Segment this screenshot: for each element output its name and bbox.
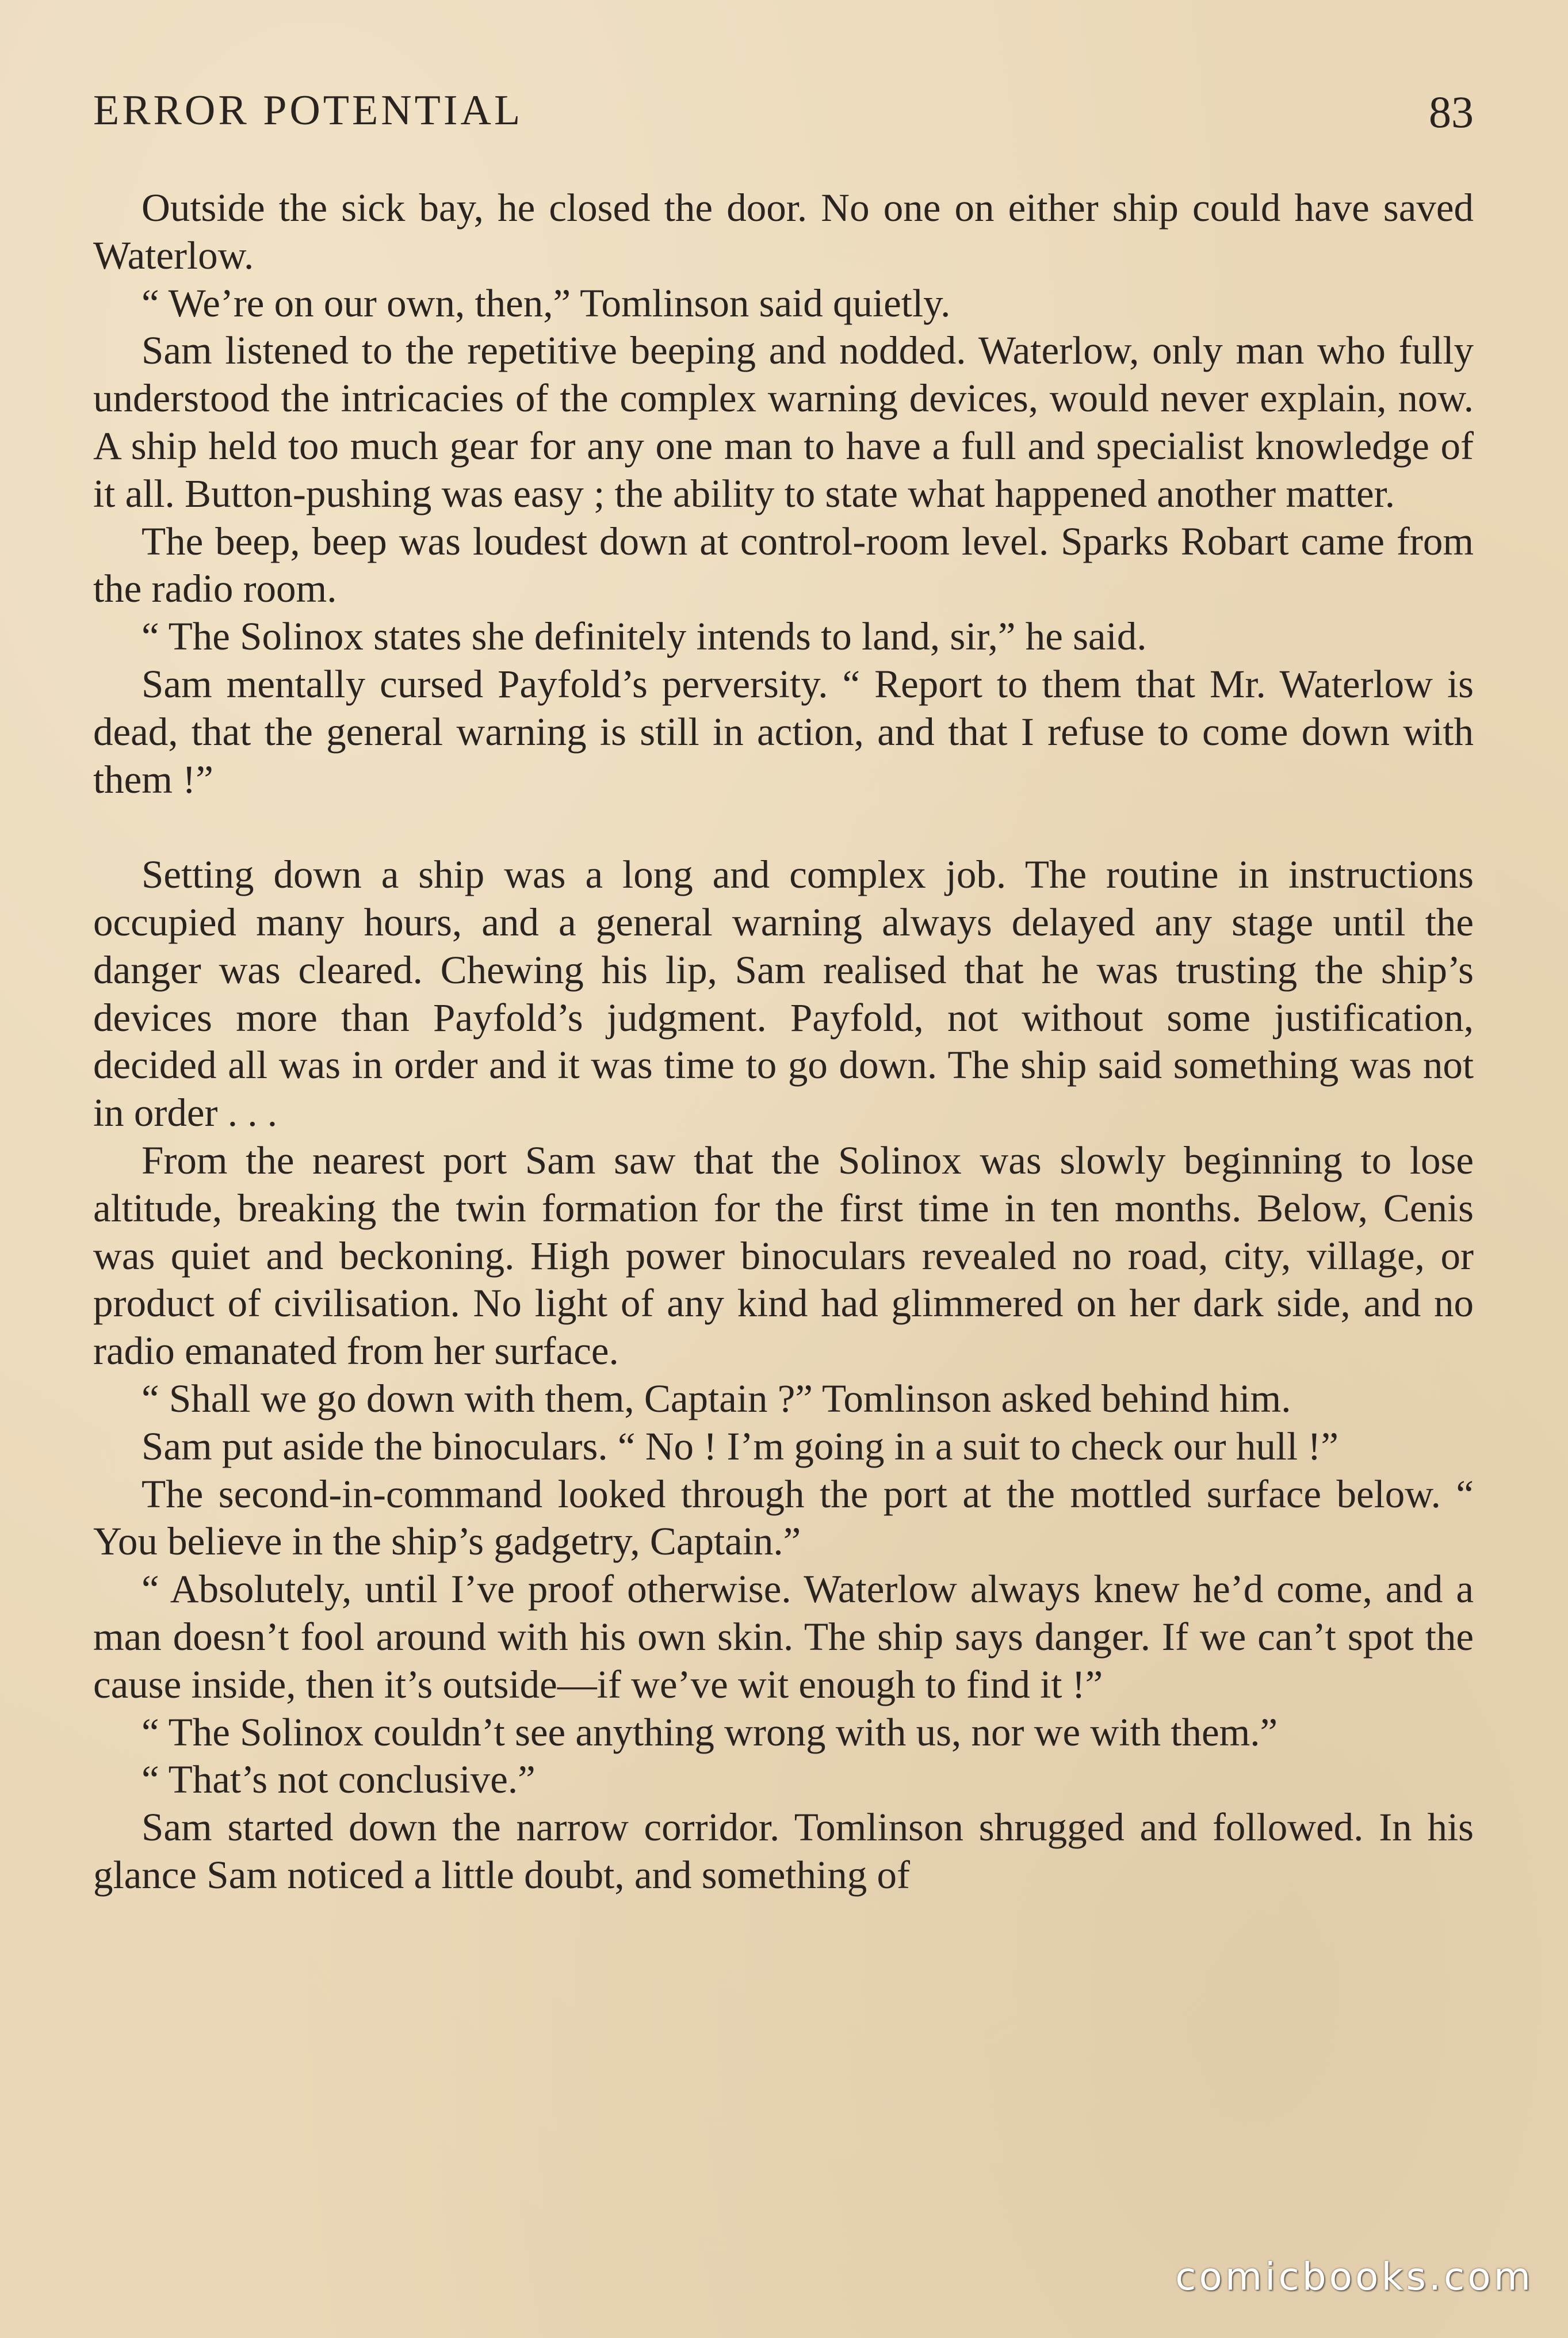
paragraph: The beep, beep was loudest down at control-room level. Sparks Robart came from the radio room. (93, 519, 1474, 611)
paragraph: The second-in-command looked through the port at the mottled surface below. “ You believe in the ship’s gadgetry, Captain.” (93, 1472, 1474, 1564)
paragraph: “ That’s not conclusive.” (141, 1758, 536, 1802)
running-head (93, 86, 1474, 150)
paragraph: “ Absolutely, until I’ve proof otherwise. Waterlow always knew he’d come, and a man doesn’t fool around with his own skin. The ship says danger. If we can’t spot the cause inside, then it’s outside—if we’ve wit enough to find it !” (93, 1567, 1474, 1706)
page-number: 83 (1429, 87, 1474, 137)
watermark: comicbooks.com (1175, 2255, 1533, 2299)
paragraph: Sam put aside the binoculars. “ No ! I’m going in a suit to check our hull !” (141, 1424, 1339, 1468)
paragraph: Outside the sick bay, he closed the door. No one on either ship could have saved Waterlow. (93, 186, 1474, 277)
paragraph: “ The Solinox states she definitely intends to land, sir,” he said. (141, 614, 1147, 659)
body-text (93, 184, 1474, 1899)
paragraph: “ The Solinox couldn’t see anything wrong with us, nor we with them.” (141, 1710, 1278, 1754)
book-page (93, 86, 1474, 1897)
paragraph: Sam listened to the repetitive beeping and nodded. Waterlow, only man who fully understood the intricacies of the complex warning devices, would never explain, now. A ship held too much gear for any one man to have a full and specialist knowledge of it all. Button-pushing was easy ; the ability to state what happened another matter. (93, 328, 1474, 515)
paragraph: Setting down a ship was a long and complex job. The routine in instructions occupied many hours, and a general warning always delayed any stage until the danger was cleared. Chewing his lip, Sam realised that he was trusting the ship’s devices more than Payfold’s judgment. Payfold, not without some justification, decided all was in order and it was time to go down. The ship said something was not in order . . . (93, 853, 1474, 1135)
paragraph: “ We’re on our own, then,” Tomlinson said quietly. (141, 281, 951, 325)
paragraph: From the nearest port Sam saw that the Solinox was slowly beginning to lose altitude, breaking the twin formation for the first time in ten months. Below, Cenis was quiet and beckoning. High power binoculars revealed no road, city, village, or product of civilisation. No light of any kind had glimmered on her dark side, and no radio emanated from her surface. (93, 1138, 1474, 1373)
paragraph: Sam mentally cursed Payfold’s perversity. “ Report to them that Mr. Waterlow is dead, that the general warning is still in action, and that I refuse to come down with them !” (93, 662, 1474, 801)
running-title: ERROR POTENTIAL (93, 87, 523, 134)
paragraph: “ Shall we go down with them, Captain ?” Tomlinson asked behind him. (141, 1376, 1291, 1420)
paragraph: Sam started down the narrow corridor. Tomlinson shrugged and followed. In his glance Sam noticed a little doubt, and something of (93, 1805, 1474, 1897)
